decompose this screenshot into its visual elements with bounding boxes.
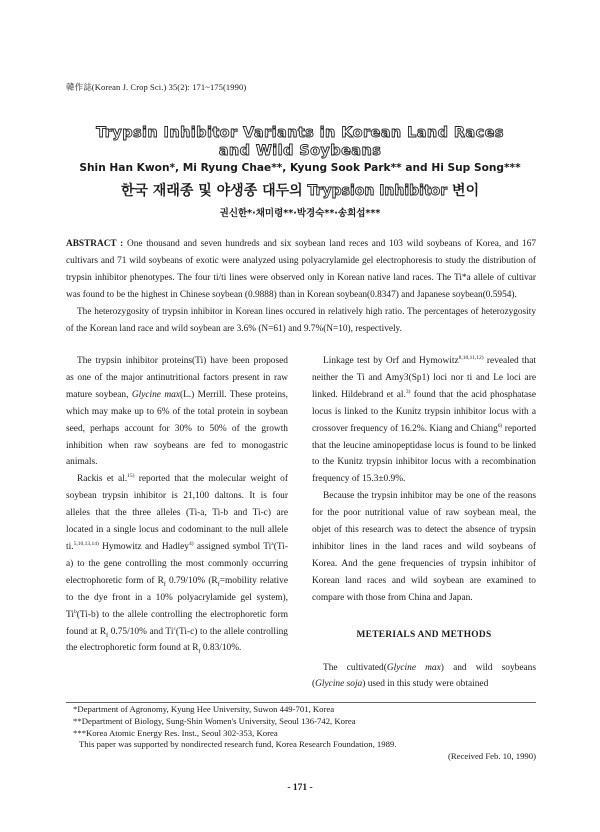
text-run: The trypsin inhibitor proteins(Ti) have been proposed as one of the major antinutritional factors present in raw mature soybean, [66, 356, 288, 400]
rf-subscript: f [106, 632, 109, 639]
text-run: reported that the molecular weight of soybean trypsin inhibitor is 21,100 daltons. It is four alleles that the three alleles (Ti-a, Ti-b and Ti-c) are located in a single locus and codominant to the null allele ti. [66, 474, 288, 552]
korean-title-prefix: 한국 재래종 및 야생종 대두의 [120, 183, 308, 199]
text-run: The cultivated( [323, 662, 387, 673]
citation-ref: 15) [127, 473, 135, 480]
text-run: 0.79/10% (R [165, 575, 218, 586]
text-run: Hymowitz and Hadley [98, 541, 189, 552]
text-run: found that the acid phosphatase locus is linked to the Kunitz trypsin inhibitor locus with a crossover frequency of 16.2%. Kiang and Chiang [312, 389, 536, 434]
species-name: Glycine soja [315, 679, 363, 690]
text-run: Rackis et al. [77, 474, 128, 485]
rf-subscript: f [217, 581, 220, 588]
rf-subscript: f [198, 649, 201, 656]
text-run: 0.75/10% and Ti [108, 626, 174, 637]
species-name: Glycine max [386, 662, 441, 673]
received-date: (Received Feb. 10, 1990) [447, 751, 536, 762]
footnote-divider [66, 702, 536, 703]
citation-ref: 4) [188, 540, 194, 547]
left-column [66, 353, 288, 657]
author-list: Shin Han Kwon*, Mi Ryung Chae**, Kyung Sook Park** and Hi Sup Song*** [79, 162, 521, 174]
species-name: Glycine max [131, 389, 180, 400]
right-column [312, 353, 536, 693]
text-run: reported that the leucine aminopeptidase locus is found to be linked to the Kunitz trypsin inhibitor locus with a recombination frequency of 15.3±0.9%. [312, 423, 537, 485]
allele-superscript: b [74, 608, 77, 615]
korean-title-outlined: Trypsion Inhibitor [307, 183, 448, 199]
korean-title-suffix: 변이 [447, 183, 480, 199]
citation-ref: 6) [497, 422, 503, 429]
abstract-label: ABSTRACT : [66, 239, 128, 249]
intro-paragraph-3 [312, 353, 536, 488]
text-run: (Ti-a) to the gene controlling the most commonly occurring electrophoretic form of R [66, 541, 288, 586]
text-run: assigned symbol Ti [193, 541, 272, 552]
text-run: =mobility relative to the dye front in a 10% polyacrylamide gel system), Ti [66, 575, 288, 620]
footnote-funding: This paper was supported by nondirected research fund, Korea Research Foundation, 1989. [79, 739, 397, 750]
footnote-affiliation-3: ***Korea Atomic Energy Res. Inst., Seoul 302-353, Korea [73, 727, 278, 738]
text-run: 0.83/10%. [200, 643, 242, 654]
intro-paragraph-4: Because the trypsin inhibitor may be one of the reasons for the poor nutritional value of raw soybean meal, the objet of this research was to detect the absence of trypsin inhibitor lines in the land races and wild soybeans of Korea. And the gene frequencies of trypsin inhibitor of Korean land races and wild soybean are examined to compare with those from China and Japan. [312, 491, 536, 603]
text-run: (L.) Merrill. These proteins, which may make up to 6% of the total protein in soybean seed, perhaps account for 30% to 50% of the growth inhibition when raw soybeans are fed to monogastric animals. [66, 389, 288, 468]
footnotes [73, 704, 536, 763]
text-run: ) and wild soybeans ( [312, 662, 536, 690]
citation-ref: 3) [405, 388, 411, 395]
text-run: Linkage test by Orf and Hymowitz [323, 356, 459, 366]
abstract-paragraph-1 [66, 236, 536, 304]
rf-subscript: f [163, 581, 166, 588]
intro-paragraph-1 [66, 353, 288, 471]
text-run: revealed that neither the Ti and Amy3(Sp1) loci nor ti and Le loci are linked. Hildebrand et al. [312, 356, 536, 400]
methods-paragraph-1 [312, 660, 536, 694]
footnote-affiliation-1: *Department of Agronomy, Kyung Hee University, Suwon 449-701, Korea [73, 704, 335, 714]
korean-author-list: 권신한*·채미령**·박경숙**·송희섭*** [219, 208, 381, 219]
text-run: ) used in this study were obtained [362, 679, 489, 690]
abstract-text-1: One thousand and seven hundreds and six soybean land reces and 103 wild soybeans of Korea, and 167 cultivars and 71 wild soybeans of exotic were analyzed using polyacrylamide gel electrophoresis to study the distribution of trypsin inhibitor phenotypes. The four ti/ti lines were observed only in Korean native land races. The Ti*a allele of cultivar was found to be the highest in Chinese soybean (0.9888) than in Korean soybean(0.8347) and Japanese soybean(0.5954). [66, 239, 536, 300]
footnote-affiliation-2: **Department of Biology, Sung-Shin Women's University, Seoul 136-742, Korea [73, 715, 356, 726]
korean-title [0, 180, 600, 200]
text-run: (Ti-c) to the allele controlling the electrophoretic form found at R [66, 626, 288, 654]
page-number: - 171 - [287, 783, 313, 793]
citation-ref: 5,10,13,14) [73, 540, 99, 547]
citation-ref: 8,10,11,12) [458, 354, 484, 361]
paper-title-line-1: Trypsin Inhibitor Variants in Korean Land Races [96, 125, 504, 141]
abstract-paragraph-2: The heterozygosity of trypsin inhibitor in Korean lines occured in relatively high ratio. The percentages of heterozygosity of the Korean land race and wild soybean are 3.6% (N=61) and 9.7%(N=10), respectively. [66, 306, 536, 334]
abstract [66, 236, 536, 337]
journal-citation: 韓作誌(Korean J. Crop Sci.) 35(2): 171~175(1990) [66, 82, 247, 92]
section-heading-methods: METERIALS AND METHODS [356, 629, 492, 640]
allele-superscript: a [271, 540, 274, 547]
allele-superscript: c [173, 625, 176, 632]
intro-paragraph-2 [66, 471, 288, 657]
text-run: (Ti-b) to the allele controlling the electrophoretic form found at R [66, 609, 288, 637]
paper-title-line-2: and Wild Soybeans [218, 143, 382, 159]
